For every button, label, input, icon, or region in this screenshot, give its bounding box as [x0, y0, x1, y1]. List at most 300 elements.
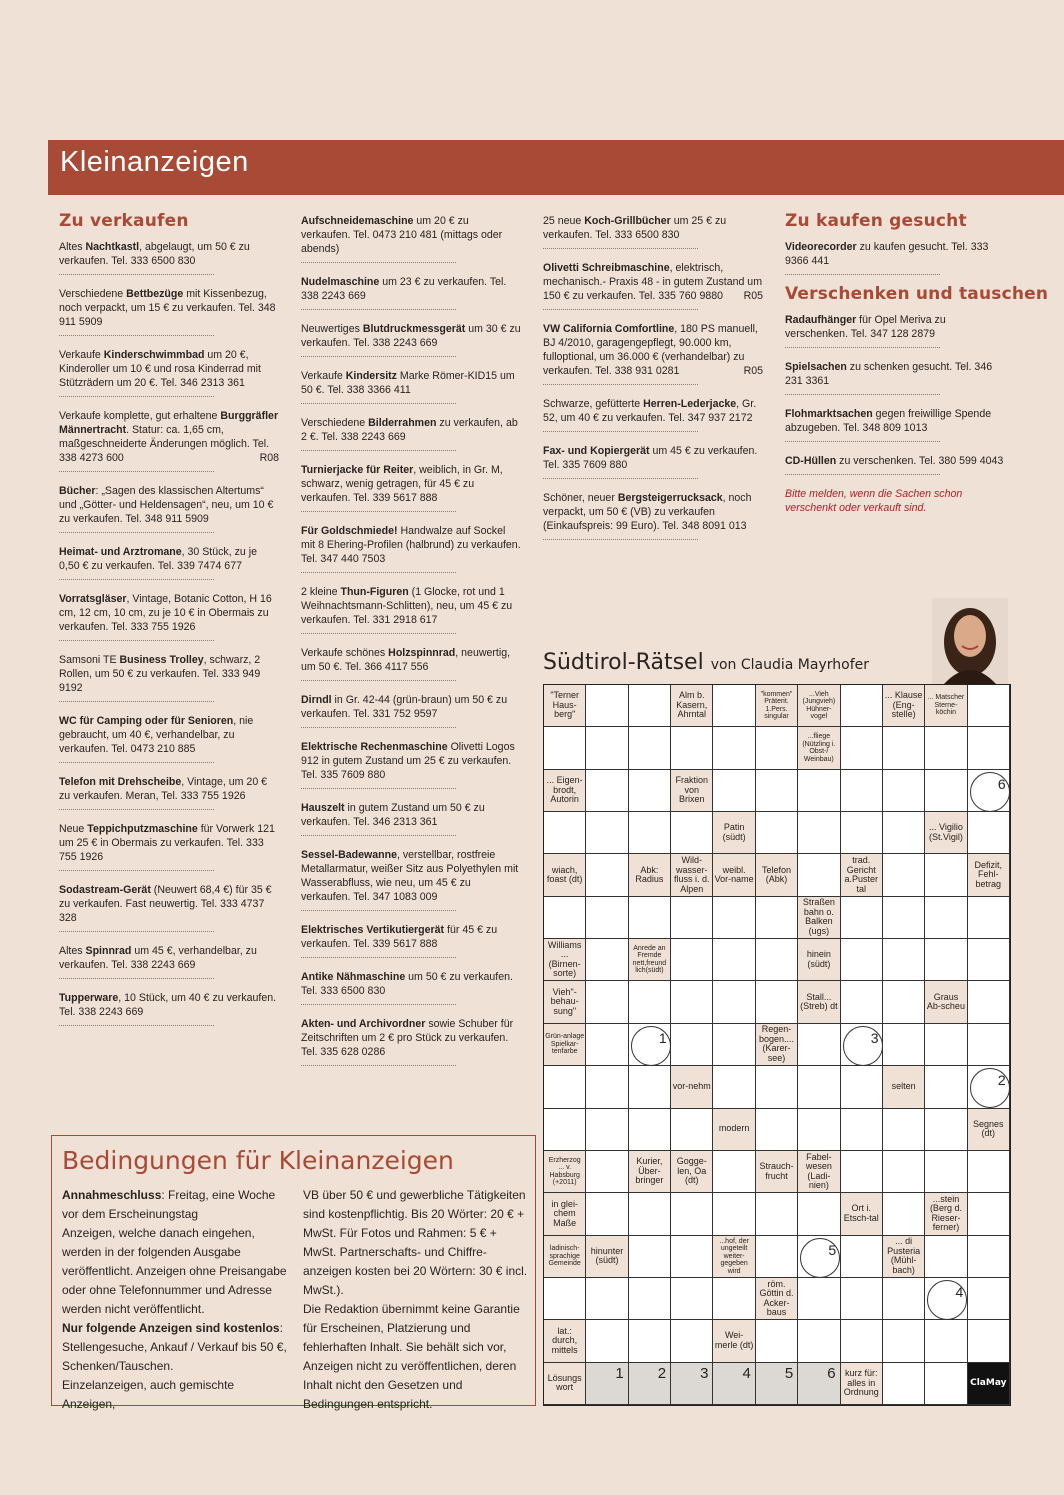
answer-cell[interactable]	[883, 770, 925, 812]
solution-cell: 3	[671, 1363, 713, 1405]
answer-cell[interactable]	[671, 1320, 713, 1362]
answer-cell[interactable]	[756, 1193, 798, 1235]
clue-cell: wiach, foast (dt)	[544, 854, 586, 896]
answer-cell[interactable]	[925, 939, 967, 981]
answer-cell[interactable]	[925, 854, 967, 896]
ad-text	[543, 444, 763, 472]
ad-text	[59, 944, 279, 972]
ad-keyword: Tupperware	[59, 992, 119, 1004]
answer-cell[interactable]	[671, 1109, 713, 1151]
ad-keyword: Olivetti Schreibmaschine	[543, 262, 670, 274]
answer-cell[interactable]	[841, 727, 883, 769]
answer-cell[interactable]	[798, 1278, 840, 1320]
answer-cell[interactable]	[671, 897, 713, 939]
ad-text	[543, 322, 763, 378]
answer-cell[interactable]	[713, 685, 755, 727]
clue-cell: Alm b. Kasern, Ahrntal	[671, 685, 713, 727]
ad-item	[301, 585, 513, 634]
answer-cell[interactable]	[756, 770, 798, 812]
answer-cell[interactable]	[798, 854, 840, 896]
ad-body: zu kaufen gesucht. Tel. 333 9366 441	[785, 241, 989, 267]
ad-keyword: Aufschneidemaschine	[301, 215, 414, 227]
ad-text	[301, 848, 521, 904]
ad-body: . Statur: ca. 1,65 cm, maßgeschneiderte Änderungen möglich. Tel. 338 4273 600	[59, 424, 270, 464]
ad-keyword: Vorratsgläser	[59, 593, 127, 605]
section-title-buy: Zu kaufen gesucht	[785, 211, 967, 231]
answer-cell[interactable]	[586, 1024, 628, 1066]
ad-text	[59, 240, 279, 268]
answer-cell[interactable]	[713, 1024, 755, 1066]
clue-cell: Stall... (Streb) dt	[798, 981, 840, 1023]
answer-cell[interactable]	[629, 685, 671, 727]
ad-body: , 10 Stück, um 40 € zu verkaufen. Tel. 338 2243 669	[59, 992, 277, 1018]
answer-cell[interactable]	[586, 812, 628, 854]
answer-cell[interactable]	[841, 685, 883, 727]
clue-cell: ... di Pusteria (Mühl-bach)	[883, 1236, 925, 1278]
answer-cell[interactable]	[629, 1278, 671, 1320]
ad-text	[301, 275, 521, 303]
answer-cell[interactable]	[713, 981, 755, 1023]
ad-item	[59, 944, 257, 979]
answer-cell[interactable]	[671, 981, 713, 1023]
ad-item	[59, 592, 272, 641]
conditions-text: VB über 50 € und gewerbliche Tätigkeiten sind kostenpflichtig. Bis 20 Wörter: 20 € + MwSt. Für Fotos und Rahmen: 5 € + MwSt. Partnerschafts- und Chiffre-anzeigen kosten bei 20 Wörtern: 30 € incl. MwSt.).	[303, 1188, 528, 1297]
ad-body: um 50 € zu verkaufen. Tel. 333 6500 830	[301, 971, 513, 997]
ad-text	[543, 491, 763, 533]
ad-item	[59, 653, 261, 702]
answer-cell[interactable]	[713, 939, 755, 981]
answer-cell[interactable]	[586, 981, 628, 1023]
answer-cell[interactable]	[968, 1236, 1010, 1278]
clue-cell: kurz für: alles in Ordnung	[841, 1363, 883, 1405]
ad-prefix: Verschiedene	[301, 417, 369, 429]
clue-cell: Vieh"-behau-sung"	[544, 981, 586, 1023]
ad-keyword: Holzspinnrad	[388, 647, 456, 659]
answer-cell[interactable]	[968, 727, 1010, 769]
answer-cell[interactable]	[883, 812, 925, 854]
answer-cell[interactable]	[671, 939, 713, 981]
answer-cell[interactable]	[925, 1236, 967, 1278]
ad-keyword: Für Goldschmiede!	[301, 525, 398, 537]
answer-cell[interactable]	[629, 897, 671, 939]
clue-cell: lat.: durch, mittels	[544, 1320, 586, 1362]
ad-item	[59, 287, 276, 336]
ad-item	[301, 275, 507, 310]
answer-cell[interactable]	[968, 812, 1010, 854]
ad-item	[301, 693, 508, 728]
answer-cell[interactable]	[968, 1320, 1010, 1362]
clue-cell: Williams ... (Birnen-sorte)	[544, 939, 586, 981]
ad-item	[301, 214, 503, 263]
ad-text	[59, 348, 279, 390]
answer-cell[interactable]	[586, 939, 628, 981]
answer-cell[interactable]	[756, 812, 798, 854]
author-photo	[932, 598, 1008, 684]
answer-cell[interactable]	[841, 1151, 883, 1193]
column-sell-2	[301, 214, 521, 1078]
clue-cell: Fraktion von Brixen	[671, 770, 713, 812]
ad-text	[301, 1017, 521, 1059]
answer-cell[interactable]	[883, 897, 925, 939]
answer-cell[interactable]	[756, 1320, 798, 1362]
ad-text	[785, 454, 1005, 468]
answer-cell[interactable]	[798, 1024, 840, 1066]
answer-cell[interactable]	[925, 897, 967, 939]
ad-body: um 20 € zu verkaufen. Tel. 0473 210 481 (mittags oder abends)	[301, 215, 503, 255]
ad-body: Marke Römer-KID15 um 50 €. Tel. 338 3366 411	[301, 370, 515, 396]
answer-cell[interactable]	[925, 1109, 967, 1151]
conditions-column-1	[62, 1186, 290, 1414]
ad-prefix: Altes	[59, 241, 86, 253]
answer-cell[interactable]	[629, 1236, 671, 1278]
answer-cell[interactable]	[841, 812, 883, 854]
puzzle-title	[543, 650, 869, 675]
ad-list	[785, 313, 1048, 475]
ad-keyword: Videorecorder	[785, 241, 857, 253]
ad-body: , verstellbar, rostfreie Metallarmatur, weißer Sitz aus Polyethylen mit Wasserabfluss, wie neu, um 45 € zu verkaufen. Tel. 347 1083 009	[301, 849, 519, 903]
answer-cell[interactable]	[713, 1066, 755, 1108]
answer-cell[interactable]	[883, 1363, 925, 1405]
ad-text	[59, 409, 279, 465]
ad-prefix: Altes	[59, 945, 86, 957]
ad-body: , Gr. 52, um 40 € zu verkaufen. Tel. 347 937 2172	[543, 398, 757, 424]
answer-cell[interactable]	[713, 1151, 755, 1193]
answer-cell[interactable]	[841, 770, 883, 812]
ad-item	[59, 714, 254, 763]
ad-keyword: Radaufhänger	[785, 314, 857, 326]
ad-body: , abgelaugt, um 50 € zu verkaufen. Tel. 333 6500 830	[59, 241, 250, 267]
answer-cell[interactable]	[883, 1109, 925, 1151]
answer-cell[interactable]	[841, 1320, 883, 1362]
answer-cell[interactable]	[544, 897, 586, 939]
ad-list	[301, 214, 521, 1066]
answer-cell[interactable]	[671, 1193, 713, 1235]
answer-cell[interactable]	[544, 1109, 586, 1151]
clue-cell: hinunter (südt)	[586, 1236, 628, 1278]
ad-text	[301, 693, 521, 721]
crossword-grid	[543, 684, 1011, 1406]
ad-keyword: Antike Nähmaschine	[301, 971, 406, 983]
ad-item	[301, 463, 503, 512]
answer-cell[interactable]	[756, 1066, 798, 1108]
ad-prefix: Verkaufe schönes	[301, 647, 389, 659]
ad-item	[543, 261, 763, 310]
ad-prefix: Verkaufe	[301, 370, 346, 382]
ad-prefix: Verkaufe	[59, 349, 104, 361]
answer-cell[interactable]	[629, 1066, 671, 1108]
answer-cell[interactable]	[883, 1024, 925, 1066]
notice-text: Bitte melden, wenn die Sachen schon verschenkt oder verkauft sind.	[785, 488, 963, 514]
ad-keyword: Akten- und Archivordner	[301, 1018, 426, 1030]
ad-body: Handwalze auf Sockel mit 8 Ehering-Profilen (halbrund) zu verkaufen. Tel. 347 440 7503	[301, 525, 521, 565]
answer-cell[interactable]	[629, 1109, 671, 1151]
conditions-bold: Nur folgende Anzeigen sind kostenlos	[62, 1321, 280, 1335]
answer-cell[interactable]	[798, 770, 840, 812]
solution-circle	[927, 1280, 967, 1320]
ad-keyword: Thun-Figuren	[340, 586, 409, 598]
answer-cell[interactable]	[756, 727, 798, 769]
answer-cell[interactable]	[883, 1151, 925, 1193]
column-buy-give	[785, 211, 1049, 515]
ad-text	[301, 801, 521, 829]
solution-circle	[970, 1068, 1010, 1108]
answer-cell[interactable]	[586, 770, 628, 812]
answer-cell[interactable]	[798, 1066, 840, 1108]
answer-cell[interactable]	[629, 770, 671, 812]
ad-text	[301, 740, 521, 782]
clue-cell: ... Vigilio (St.Vigil)	[925, 812, 967, 854]
answer-cell[interactable]	[586, 1066, 628, 1108]
clue-cell: Erzherzog ... v. Habsburg (+2011)	[544, 1151, 586, 1193]
answer-cell[interactable]	[629, 727, 671, 769]
ad-body: , elektrisch, mechanisch.- Praxis 48 - in gutem Zustand um 150 € zu verkaufen. Tel. 335 760 9880	[543, 262, 763, 302]
ad-text	[543, 261, 763, 303]
ad-item	[59, 775, 268, 810]
answer-cell[interactable]	[586, 1278, 628, 1320]
answer-cell[interactable]	[798, 1320, 840, 1362]
ad-item	[301, 369, 515, 404]
solution-cell: 5	[756, 1363, 798, 1405]
answer-cell[interactable]	[925, 1151, 967, 1193]
ad-keyword: Burggräfler Männertracht	[59, 410, 279, 436]
ad-body: gegen freiwillige Spende abzugeben. Tel. 348 809 1013	[785, 408, 992, 434]
answer-cell[interactable]	[925, 1024, 967, 1066]
answer-cell[interactable]	[586, 1193, 628, 1235]
ad-text	[785, 313, 1005, 341]
answer-cell[interactable]	[968, 1278, 1010, 1320]
clue-cell: Grün-anlage Spielkar-tenfarbe	[544, 1024, 586, 1066]
answer-cell[interactable]	[671, 812, 713, 854]
conditions-text: Die Redaktion übernimmt keine Garantie für Erscheinen, Platzierung und fehlerhaften Inhalt. Sie behält sich vor, Anzeigen nicht zu veröffentlichen, deren Inhalt nicht den Gesetzen und Bedingungen entspricht.	[303, 1302, 520, 1411]
clue-cell: Lösungs wort	[544, 1363, 586, 1405]
answer-cell[interactable]	[713, 1278, 755, 1320]
answer-cell[interactable]	[544, 1066, 586, 1108]
solution-cell: 2	[629, 1363, 671, 1405]
conditions-title: Bedingungen für Kleinanzeigen	[62, 1146, 454, 1175]
answer-cell[interactable]	[671, 727, 713, 769]
answer-cell[interactable]	[925, 1066, 967, 1108]
clue-cell: ...hof, der ungeteilt weiter-gegeben wird	[713, 1236, 755, 1278]
ad-item	[543, 444, 758, 479]
ad-keyword: Teppichputzmaschine	[87, 823, 198, 835]
conditions-bold: Annahmeschluss	[62, 1188, 162, 1202]
ad-body: : „Sagen des klassischen Altertums“ und „Götter- und Heldensagen“, neu, um 10 € zu verkaufen. Tel. 348 911 5909	[59, 485, 274, 525]
answer-cell[interactable]	[629, 981, 671, 1023]
answer-cell[interactable]	[756, 1236, 798, 1278]
ad-item	[59, 991, 277, 1026]
answer-cell[interactable]	[968, 981, 1010, 1023]
answer-cell[interactable]	[883, 727, 925, 769]
ad-body: sowie Schuber für Zeitschriften um 2 € pro Stück zu verkaufen. Tel. 335 628 0286	[301, 1018, 514, 1058]
conditions-text: : Freitag, eine Woche vor dem Erscheinungstag	[62, 1188, 276, 1221]
solution-circle	[970, 772, 1010, 812]
answer-cell[interactable]	[671, 1236, 713, 1278]
ad-keyword: Sessel-Badewanne	[301, 849, 397, 861]
answer-cell[interactable]	[968, 897, 1010, 939]
ad-text	[301, 463, 521, 505]
ad-item	[301, 923, 498, 958]
answer-cell[interactable]	[883, 1320, 925, 1362]
answer-cell[interactable]	[925, 1320, 967, 1362]
answer-cell[interactable]	[756, 939, 798, 981]
ad-keyword: Nudelmaschine	[301, 276, 380, 288]
answer-cell[interactable]	[671, 1278, 713, 1320]
answer-cell[interactable]	[841, 1236, 883, 1278]
answer-cell[interactable]	[586, 1109, 628, 1151]
ad-item	[59, 484, 274, 533]
answer-cell[interactable]	[968, 939, 1010, 981]
answer-cell[interactable]	[544, 812, 586, 854]
ad-keyword: Spielsachen	[785, 361, 847, 373]
ad-body: in Gr. 42-44 (grün-braun) um 50 € zu verkaufen. Tel. 331 752 9597	[301, 694, 508, 720]
answer-cell[interactable]	[544, 1278, 586, 1320]
ad-body: Olivetti Logos 912 in gutem Zustand um 25 € zu verkaufen. Tel. 335 7609 880	[301, 741, 515, 781]
page-title: Kleinanzeigen	[60, 146, 249, 178]
solution-circle	[800, 1238, 840, 1278]
answer-cell[interactable]	[798, 812, 840, 854]
answer-cell[interactable]	[968, 1193, 1010, 1235]
answer-cell[interactable]	[841, 1109, 883, 1151]
answer-cell[interactable]	[586, 1151, 628, 1193]
ad-text	[301, 585, 521, 627]
ad-code: R05	[743, 365, 763, 377]
answer-cell[interactable]	[798, 1193, 840, 1235]
answer-cell[interactable]	[841, 939, 883, 981]
clue-cell: trad. Gericht a.Puster tal	[841, 854, 883, 896]
answer-cell[interactable]	[713, 727, 755, 769]
answer-cell[interactable]	[629, 1193, 671, 1235]
ad-item	[785, 407, 992, 442]
answer-cell[interactable]	[586, 685, 628, 727]
answer-cell[interactable]	[756, 981, 798, 1023]
clue-cell: ...stein (Berg d. Rieser-ferner)	[925, 1193, 967, 1235]
clue-cell: ladinisch-sprachige Gemeinde	[544, 1236, 586, 1278]
ad-prefix: Verschiedene	[59, 288, 127, 300]
ad-body: , neuwertig, um 50 €. Tel. 366 4117 556	[301, 647, 511, 673]
ad-body: für Opel Meriva zu verschenken. Tel. 347 128 2879	[785, 314, 946, 340]
clue-cell: Ort i. Etsch-tal	[841, 1193, 883, 1235]
conditions-text: Einzelanzeigen, auch gemischte Anzeigen,	[62, 1378, 235, 1411]
clue-cell: Gogge-len, Oa (dt)	[671, 1151, 713, 1193]
clue-cell: ... Matscher Sterne-köchin	[925, 685, 967, 727]
ad-prefix: Schöner, neuer	[543, 492, 618, 504]
ad-body: um 23 € zu verkaufen. Tel. 338 2243 669	[301, 276, 507, 302]
answer-cell[interactable]	[883, 1278, 925, 1320]
ad-prefix: Verkaufe komplette, gut erhaltene	[59, 410, 221, 422]
answer-cell[interactable]	[925, 727, 967, 769]
answer-cell[interactable]	[713, 897, 755, 939]
clue-cell: "Terner Haus-berg"	[544, 685, 586, 727]
clue-cell: Telefon (Abk)	[756, 854, 798, 896]
answer-cell[interactable]	[629, 812, 671, 854]
ad-text	[59, 484, 279, 526]
column-sell-1	[59, 211, 279, 1038]
circle-number: 2	[997, 1072, 1006, 1089]
ad-item	[785, 240, 989, 275]
answer-cell[interactable]	[841, 897, 883, 939]
ad-item	[543, 322, 763, 385]
answer-cell[interactable]	[883, 939, 925, 981]
circle-number: 5	[828, 1241, 837, 1258]
ad-text	[543, 397, 763, 425]
ad-keyword: Heimat- und Arztromane	[59, 546, 182, 558]
clue-cell: Kurier, Über-bringer	[629, 1151, 671, 1193]
ad-item	[543, 214, 727, 249]
answer-cell[interactable]	[713, 770, 755, 812]
answer-cell[interactable]	[586, 727, 628, 769]
answer-cell[interactable]	[586, 854, 628, 896]
answer-cell[interactable]	[629, 1320, 671, 1362]
ad-text	[301, 214, 521, 256]
answer-cell[interactable]	[968, 1024, 1010, 1066]
answer-cell[interactable]	[883, 1193, 925, 1235]
ad-keyword: Turnierjacke für Reiter	[301, 464, 414, 476]
ad-text	[59, 714, 279, 756]
ad-item	[301, 740, 515, 789]
conditions-box	[51, 1135, 536, 1411]
ad-text	[301, 416, 521, 444]
answer-cell[interactable]	[883, 854, 925, 896]
ad-item	[301, 848, 519, 911]
answer-cell[interactable]	[713, 1193, 755, 1235]
answer-cell[interactable]	[968, 1151, 1010, 1193]
portrait-image	[932, 598, 1008, 684]
section-title-sell: Zu verkaufen	[59, 211, 189, 231]
answer-cell[interactable]	[586, 1320, 628, 1362]
ad-keyword: Kindersitz	[345, 370, 397, 382]
answer-cell[interactable]	[756, 1109, 798, 1151]
clue-cell: Straßen bahn o. Balken (ugs)	[798, 897, 840, 939]
answer-cell[interactable]	[925, 770, 967, 812]
answer-cell[interactable]	[756, 897, 798, 939]
clue-cell: ... Eigen-brodt, Autorin	[544, 770, 586, 812]
ad-text	[59, 883, 279, 925]
ad-text	[301, 322, 521, 350]
ad-text	[301, 970, 521, 998]
ad-item	[785, 454, 1004, 475]
ad-item	[59, 883, 272, 932]
ad-keyword: Bilderrahmen	[368, 417, 437, 429]
answer-cell[interactable]	[883, 981, 925, 1023]
answer-cell[interactable]	[544, 727, 586, 769]
ad-text	[59, 822, 279, 864]
clue-cell: Regen-bogen.... (Karer-see)	[756, 1024, 798, 1066]
answer-cell[interactable]	[841, 1278, 883, 1320]
answer-cell[interactable]	[586, 897, 628, 939]
ad-body: , 30 Stück, zu je 0,50 € zu verkaufen. Tel. 339 7474 677	[59, 546, 257, 572]
ad-item	[301, 801, 485, 836]
clue-cell: "kommen" Präterit. 1.Pers. singular	[756, 685, 798, 727]
ad-keyword: Blutdruckmessgerät	[362, 323, 466, 335]
ad-keyword: Sodastream-Gerät	[59, 884, 151, 896]
answer-cell[interactable]	[968, 685, 1010, 727]
answer-cell[interactable]	[798, 1109, 840, 1151]
ad-body: , noch verpackt, um 50 € (VB) zu verkaufen (Einkaufspreis: 99 Euro). Tel. 348 8091 013	[543, 492, 752, 532]
answer-cell[interactable]	[671, 1024, 713, 1066]
answer-cell[interactable]	[925, 1363, 967, 1405]
ad-keyword: Telefon mit Drehscheibe	[59, 776, 182, 788]
circle-number: 4	[955, 1283, 964, 1300]
ad-body: (1 Glocke, rot und 1 Weihnachtsmann-Schlitten), neu, um 45 € zu verkaufen. Tel. 331 2918 617	[301, 586, 513, 626]
answer-cell[interactable]	[841, 981, 883, 1023]
ad-keyword: CD-Hüllen	[785, 455, 837, 467]
clue-cell: selten	[883, 1066, 925, 1108]
answer-cell[interactable]	[841, 1066, 883, 1108]
ad-keyword: Koch-Grillbücher	[584, 215, 671, 227]
clue-cell: ...Vieh (Jungvieh) Hühner-vogel	[798, 685, 840, 727]
ad-body: um 45 € zu verkaufen. Tel. 335 7609 880	[543, 445, 758, 471]
clue-cell: hinein (südt)	[798, 939, 840, 981]
